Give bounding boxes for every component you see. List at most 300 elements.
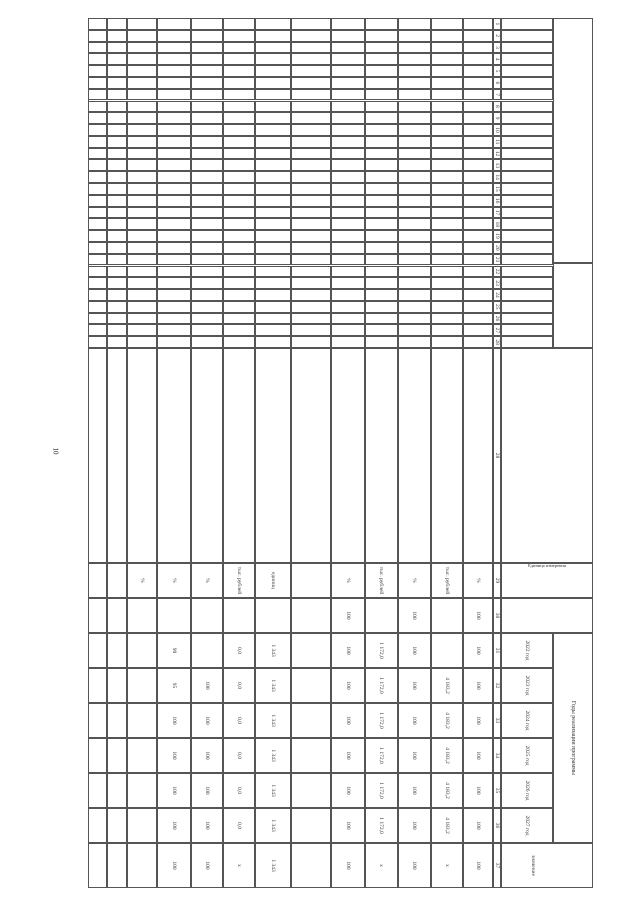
code-cell xyxy=(463,242,493,254)
code-cell xyxy=(127,183,157,195)
code-cell xyxy=(157,136,191,148)
code-cell xyxy=(255,148,291,160)
code-cell xyxy=(291,77,331,89)
code-cell xyxy=(127,77,157,89)
code-cell xyxy=(398,242,431,254)
code-column-index: 5 xyxy=(494,69,500,73)
code-cell xyxy=(291,218,331,230)
year-label: 2025 год xyxy=(524,745,530,766)
row-year-value: 100 xyxy=(204,681,210,690)
row-year-value xyxy=(88,738,107,773)
code-cell xyxy=(398,18,431,30)
code-column-header xyxy=(501,101,553,113)
code-column-index: 20 xyxy=(494,245,500,251)
code-cell xyxy=(88,77,107,89)
code-column-index: 3 xyxy=(494,46,500,49)
code-cell xyxy=(365,313,398,325)
code-cell xyxy=(331,42,365,54)
row-actual-value xyxy=(291,598,331,633)
code-cell xyxy=(365,42,398,54)
code-cell xyxy=(107,89,127,101)
code-cell xyxy=(223,218,255,230)
header-goal-label xyxy=(505,350,589,561)
code-column-index: 6 xyxy=(494,81,500,85)
code-cell xyxy=(127,171,157,183)
row-year-value: 100 xyxy=(475,681,481,690)
code-cell xyxy=(127,242,157,254)
code-cell xyxy=(88,195,107,207)
code-cell xyxy=(223,124,255,136)
code-cell xyxy=(365,30,398,42)
row-final-value: 100 xyxy=(475,861,481,870)
code-cell xyxy=(431,218,463,230)
row-final-value xyxy=(291,843,331,888)
code-cell xyxy=(463,112,493,124)
code-cell xyxy=(463,30,493,42)
column-number: 31 xyxy=(494,647,500,654)
code-cell xyxy=(157,89,191,101)
row-year-value: 100 xyxy=(475,716,481,725)
code-cell xyxy=(223,148,255,160)
row-description xyxy=(255,348,291,563)
code-cell xyxy=(191,230,223,242)
code-cell xyxy=(157,207,191,219)
header-final-label: значение xyxy=(530,855,536,876)
row-year-value xyxy=(88,633,107,668)
row-year-value xyxy=(127,668,157,703)
row-year-value: 1 343 xyxy=(270,749,276,762)
code-cell xyxy=(291,18,331,30)
code-column-header xyxy=(501,277,553,289)
row-description xyxy=(291,348,331,563)
code-column-index: 25 xyxy=(494,303,500,310)
row-year-value: 100 xyxy=(411,646,418,655)
code-cell xyxy=(431,89,463,101)
row-year-value: 100 xyxy=(475,751,481,760)
row-year-value: 100 xyxy=(475,646,481,655)
code-cell xyxy=(191,242,223,254)
code-cell xyxy=(331,230,365,242)
code-column-header xyxy=(501,30,553,42)
code-column-index: 28 xyxy=(494,339,500,345)
code-cell xyxy=(88,18,107,30)
row-year-value: 1 172,0 xyxy=(378,782,385,799)
row-actual-value: 100 xyxy=(411,611,418,620)
code-cell xyxy=(255,324,291,336)
code-cell xyxy=(365,89,398,101)
code-cell xyxy=(191,30,223,42)
code-cell xyxy=(331,30,365,42)
code-cell xyxy=(431,207,463,219)
code-column-index: 7 xyxy=(494,93,500,96)
row-description xyxy=(331,348,365,563)
code-cell xyxy=(331,53,365,65)
row-year-value: 100 xyxy=(411,716,418,725)
code-cell xyxy=(463,89,493,101)
row-unit: % xyxy=(411,578,418,583)
code-cell xyxy=(255,277,291,289)
row-year-value: 100 xyxy=(345,716,351,725)
code-cell xyxy=(191,301,223,313)
code-cell xyxy=(431,230,463,242)
row-year-value: 100 xyxy=(475,786,481,795)
code-cell xyxy=(331,159,365,171)
column-number: 37 xyxy=(494,862,500,869)
column-number: 32 xyxy=(494,682,500,689)
code-cell xyxy=(127,207,157,219)
code-cell xyxy=(107,124,127,136)
row-final-value: 1 343 xyxy=(270,859,276,872)
code-cell xyxy=(255,136,291,148)
code-cell xyxy=(223,42,255,54)
row-year-value xyxy=(88,668,107,703)
year-label: 2024 год xyxy=(524,710,530,731)
code-cell xyxy=(291,65,331,77)
column-number: 30 xyxy=(494,612,500,619)
code-cell xyxy=(88,301,107,313)
row-final-value: x xyxy=(236,864,242,867)
row-year-value xyxy=(107,668,127,703)
code-cell xyxy=(157,254,191,266)
code-cell xyxy=(107,230,127,242)
code-column-index: 18 xyxy=(494,221,500,227)
code-cell xyxy=(398,289,431,301)
row-year-value: 100 xyxy=(345,751,351,760)
row-description xyxy=(127,348,157,563)
code-cell xyxy=(463,313,493,325)
code-cell xyxy=(88,218,107,230)
row-year-value: 100 xyxy=(204,716,210,725)
code-cell xyxy=(127,53,157,65)
code-cell xyxy=(107,195,127,207)
code-cell xyxy=(107,324,127,336)
rotated-table-stage xyxy=(88,18,593,888)
code-cell xyxy=(365,207,398,219)
code-column-header xyxy=(501,266,553,278)
column-number: 28 xyxy=(494,452,500,459)
code-cell xyxy=(398,336,431,348)
row-year-value: 100 xyxy=(171,751,177,760)
row-year-value: 100 xyxy=(345,821,351,830)
code-cell xyxy=(255,30,291,42)
code-cell xyxy=(463,148,493,160)
code-cell xyxy=(88,336,107,348)
code-cell xyxy=(223,230,255,242)
code-cell xyxy=(107,277,127,289)
code-column-header xyxy=(501,207,553,219)
code-cell xyxy=(127,230,157,242)
code-cell xyxy=(431,65,463,77)
row-actual-value xyxy=(107,598,127,633)
row-actual-value xyxy=(88,598,107,633)
code-cell xyxy=(127,277,157,289)
code-cell xyxy=(431,124,463,136)
row-year-value xyxy=(291,773,331,808)
row-actual-value xyxy=(127,598,157,633)
code-column-index: 9 xyxy=(494,116,500,120)
header-unit-label: Единица измерения xyxy=(528,563,566,568)
row-year-value xyxy=(291,703,331,738)
code-cell xyxy=(398,313,431,325)
row-year-value xyxy=(127,808,157,843)
code-column-index: 19 xyxy=(494,233,500,239)
code-cell xyxy=(255,313,291,325)
code-cell xyxy=(255,53,291,65)
rotated-content xyxy=(88,18,593,888)
code-column-header xyxy=(501,301,553,313)
row-year-value: 4 183,2 xyxy=(444,747,450,764)
code-cell xyxy=(463,266,493,278)
code-cell xyxy=(255,207,291,219)
code-cell xyxy=(331,124,365,136)
row-year-value xyxy=(107,738,127,773)
code-cell xyxy=(223,336,255,348)
code-cell xyxy=(291,324,331,336)
code-cell xyxy=(127,112,157,124)
code-cell xyxy=(291,195,331,207)
code-cell xyxy=(331,101,365,113)
code-cell xyxy=(398,195,431,207)
code-cell xyxy=(88,324,107,336)
code-cell xyxy=(157,289,191,301)
code-cell xyxy=(365,324,398,336)
row-unit xyxy=(107,563,127,598)
code-cell xyxy=(191,207,223,219)
code-cell xyxy=(365,148,398,160)
code-cell xyxy=(157,242,191,254)
row-year-value: 1 172,0 xyxy=(378,747,385,764)
code-cell xyxy=(191,195,223,207)
code-cell xyxy=(191,289,223,301)
row-year-value: 1 343 xyxy=(270,644,276,657)
code-cell xyxy=(107,336,127,348)
code-cell xyxy=(88,313,107,325)
code-cell xyxy=(157,301,191,313)
row-year-value: 100 xyxy=(411,681,418,690)
code-cell xyxy=(291,254,331,266)
code-cell xyxy=(157,53,191,65)
code-cell xyxy=(127,89,157,101)
code-cell xyxy=(223,313,255,325)
code-cell xyxy=(107,77,127,89)
code-cell xyxy=(88,42,107,54)
code-cell xyxy=(331,324,365,336)
row-description xyxy=(223,348,255,563)
code-cell xyxy=(107,136,127,148)
row-description xyxy=(398,348,431,563)
row-year-value: 95 xyxy=(171,682,177,689)
code-cell xyxy=(157,230,191,242)
year-label: 2022 год xyxy=(524,640,530,661)
code-cell xyxy=(398,159,431,171)
code-cell xyxy=(365,195,398,207)
code-cell xyxy=(255,230,291,242)
row-final-value: 100 xyxy=(204,861,210,870)
code-cell xyxy=(331,65,365,77)
year-label: 2027 год xyxy=(524,815,530,836)
row-year-value: 100 xyxy=(204,821,210,830)
code-cell xyxy=(255,289,291,301)
code-cell xyxy=(191,112,223,124)
code-cell xyxy=(365,171,398,183)
code-column-header xyxy=(501,89,553,101)
code-cell xyxy=(157,266,191,278)
code-cell xyxy=(431,18,463,30)
column-number: 35 xyxy=(494,787,500,794)
code-cell xyxy=(291,171,331,183)
code-column-header xyxy=(501,18,553,30)
code-cell xyxy=(127,101,157,113)
row-year-value: 100 xyxy=(171,821,177,830)
code-cell xyxy=(107,159,127,171)
code-cell xyxy=(223,171,255,183)
code-column-header xyxy=(501,230,553,242)
code-cell xyxy=(88,171,107,183)
code-cell xyxy=(398,65,431,77)
code-column-header xyxy=(501,218,553,230)
code-cell xyxy=(291,89,331,101)
code-cell xyxy=(107,207,127,219)
code-cell xyxy=(157,18,191,30)
code-cell xyxy=(331,112,365,124)
code-cell xyxy=(365,53,398,65)
code-cell xyxy=(223,324,255,336)
row-year-value xyxy=(88,808,107,843)
row-year-value: 1 343 xyxy=(270,819,276,832)
row-actual-value xyxy=(191,598,223,633)
code-cell xyxy=(365,301,398,313)
code-cell xyxy=(255,159,291,171)
code-column-header xyxy=(501,313,553,325)
code-cell xyxy=(463,289,493,301)
code-cell xyxy=(88,112,107,124)
row-year-value: 100 xyxy=(204,786,210,795)
row-year-value xyxy=(88,703,107,738)
code-cell xyxy=(255,65,291,77)
row-year-value: 100 xyxy=(171,716,177,725)
code-cell xyxy=(398,254,431,266)
header-target-label xyxy=(555,843,591,888)
row-year-value xyxy=(107,808,127,843)
code-cell xyxy=(157,112,191,124)
code-cell xyxy=(255,112,291,124)
code-cell xyxy=(431,183,463,195)
row-year-value: 100 xyxy=(475,821,481,830)
code-cell xyxy=(365,230,398,242)
code-cell xyxy=(88,136,107,148)
code-cell xyxy=(88,65,107,77)
code-cell xyxy=(223,266,255,278)
row-unit: тыс. рублей xyxy=(236,566,242,595)
code-cell xyxy=(88,207,107,219)
code-cell xyxy=(191,313,223,325)
code-cell xyxy=(431,242,463,254)
code-cell xyxy=(398,301,431,313)
code-column-index: 12 xyxy=(494,150,500,157)
row-final-value: 100 xyxy=(171,861,177,870)
code-cell xyxy=(255,42,291,54)
code-column-index: 24 xyxy=(494,292,500,298)
code-cell xyxy=(127,218,157,230)
code-cell xyxy=(431,112,463,124)
row-final-value: x xyxy=(444,864,450,867)
code-cell xyxy=(127,30,157,42)
row-final-value xyxy=(107,843,127,888)
code-cell xyxy=(157,324,191,336)
code-cell xyxy=(463,207,493,219)
code-column-index: 23 xyxy=(494,280,500,286)
code-cell xyxy=(88,183,107,195)
code-cell xyxy=(107,112,127,124)
code-cell xyxy=(107,242,127,254)
code-column-index: 21 xyxy=(494,256,500,263)
code-cell xyxy=(191,218,223,230)
code-cell xyxy=(223,301,255,313)
code-column-header xyxy=(501,136,553,148)
code-cell xyxy=(157,183,191,195)
code-cell xyxy=(191,18,223,30)
code-cell xyxy=(255,171,291,183)
row-final-value: 100 xyxy=(345,861,351,870)
row-year-value: 100 xyxy=(171,786,177,795)
code-cell xyxy=(291,289,331,301)
code-cell xyxy=(127,195,157,207)
code-cell xyxy=(255,18,291,30)
code-cell xyxy=(398,101,431,113)
code-column-index: 10 xyxy=(494,127,500,133)
code-cell xyxy=(191,124,223,136)
row-description xyxy=(157,348,191,563)
row-year-value: 0,0 xyxy=(236,787,242,794)
code-cell xyxy=(291,230,331,242)
row-unit: тыс. рублей xyxy=(378,566,385,595)
code-cell xyxy=(223,159,255,171)
code-cell xyxy=(107,171,127,183)
code-cell xyxy=(463,18,493,30)
code-cell xyxy=(157,313,191,325)
code-cell xyxy=(365,336,398,348)
code-cell xyxy=(191,159,223,171)
code-cell xyxy=(127,266,157,278)
row-unit: единиц xyxy=(270,572,276,589)
code-cell xyxy=(431,136,463,148)
row-year-value xyxy=(127,633,157,668)
code-column-header xyxy=(501,65,553,77)
row-description xyxy=(107,348,127,563)
row-year-value: 1 343 xyxy=(270,714,276,727)
code-cell xyxy=(431,289,463,301)
code-cell xyxy=(191,148,223,160)
code-cell xyxy=(431,324,463,336)
code-cell xyxy=(365,277,398,289)
code-cell xyxy=(255,183,291,195)
code-cell xyxy=(431,254,463,266)
code-cell xyxy=(127,42,157,54)
code-column-header xyxy=(501,53,553,65)
row-actual-value xyxy=(365,598,398,633)
code-cell xyxy=(107,18,127,30)
row-year-value: 100 xyxy=(411,821,418,830)
code-cell xyxy=(365,101,398,113)
code-cell xyxy=(107,65,127,77)
code-cell xyxy=(127,324,157,336)
code-cell xyxy=(431,30,463,42)
row-description xyxy=(463,348,493,563)
code-cell xyxy=(463,171,493,183)
row-year-value xyxy=(291,808,331,843)
row-year-value xyxy=(191,633,223,668)
code-cell xyxy=(398,277,431,289)
